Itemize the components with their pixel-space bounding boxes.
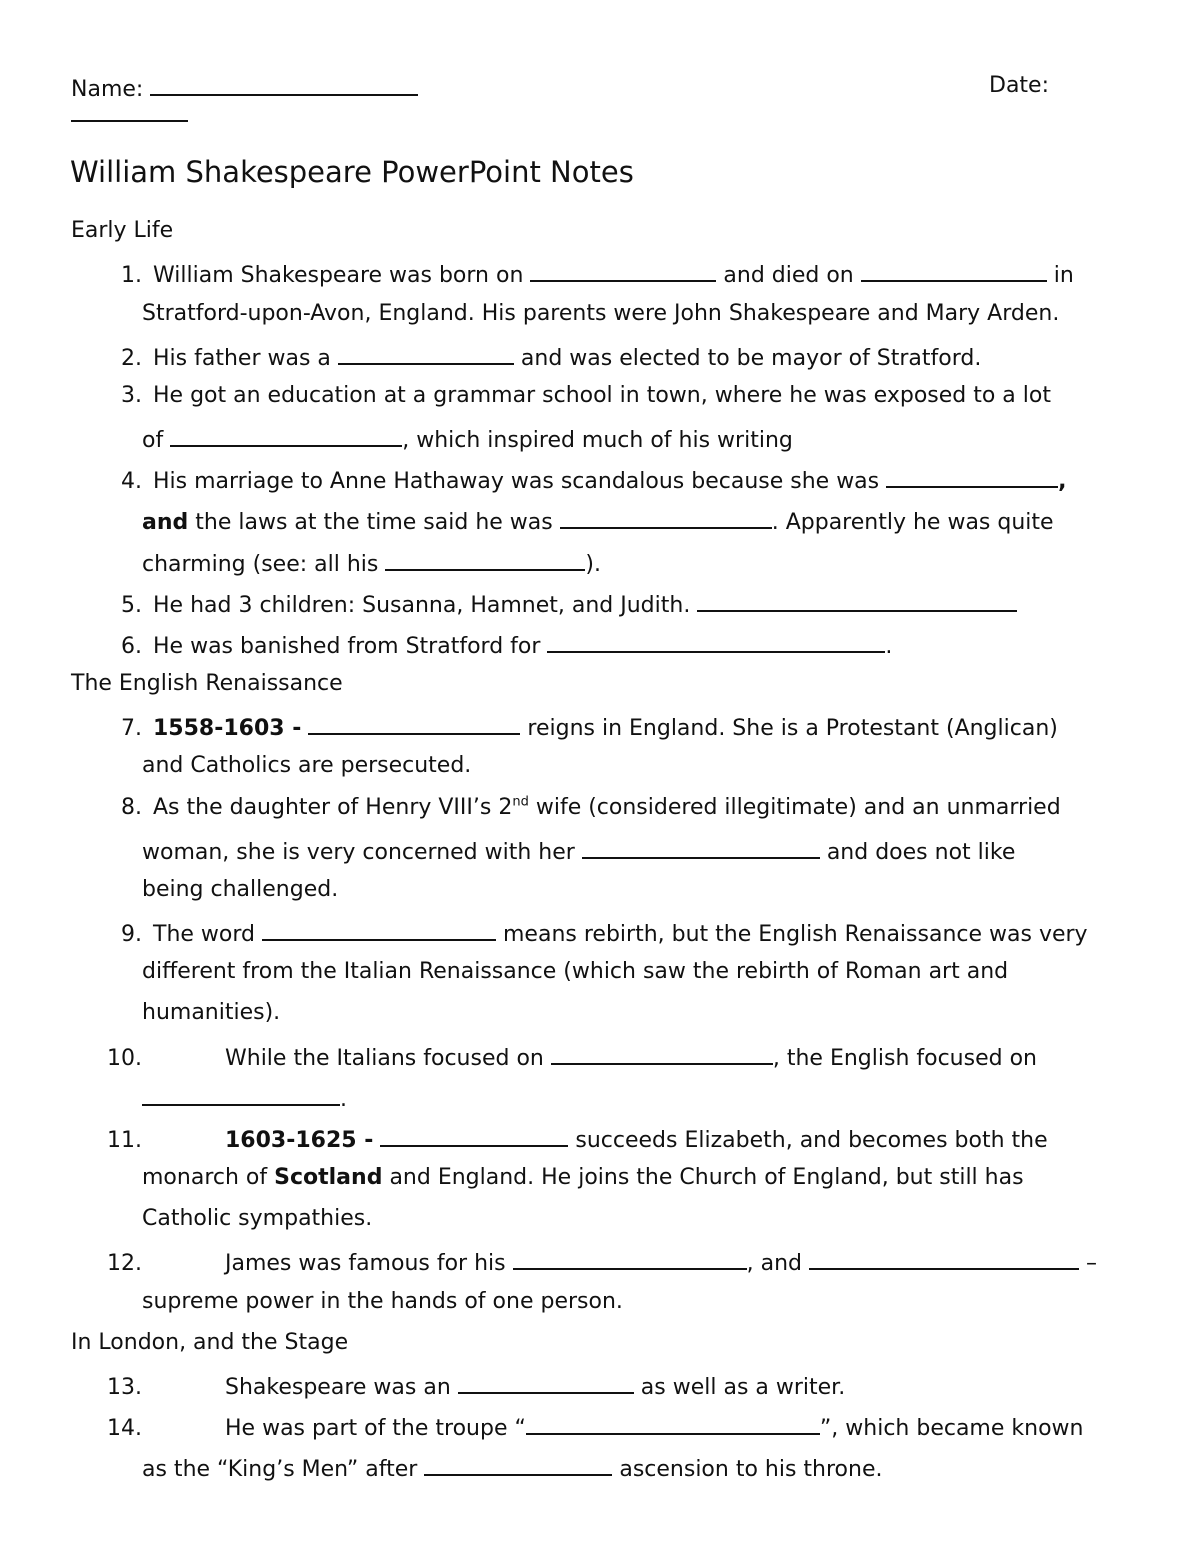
section-heading-london: In London, and the Stage bbox=[71, 1330, 349, 1355]
item-4-cont2 bbox=[142, 547, 601, 579]
item-text: and was elected to be mayor of Stratford. bbox=[520, 346, 982, 371]
item-number: 9. bbox=[121, 922, 142, 947]
item-text: monarch of bbox=[142, 1165, 268, 1190]
item-9-cont: different from the Italian Renaissance (which saw the rebirth of Roman art and bbox=[142, 959, 1009, 984]
item-14-cont bbox=[142, 1452, 882, 1484]
exposure-blank[interactable] bbox=[170, 423, 402, 447]
item-text: , and bbox=[746, 1251, 802, 1276]
item-number: 5. bbox=[121, 593, 142, 618]
item-1 bbox=[106, 258, 1074, 290]
item-11-cont2: Catholic sympathies. bbox=[142, 1206, 373, 1231]
item-7-cont: and Catholics are persecuted. bbox=[142, 753, 472, 778]
section-heading-renaissance: The English Renaissance bbox=[71, 671, 343, 696]
english-focus-blank[interactable] bbox=[142, 1082, 340, 1106]
item-text-bold: 1603-1625 - bbox=[225, 1128, 374, 1153]
item-text: . bbox=[885, 634, 893, 659]
anne-blank[interactable] bbox=[886, 464, 1058, 488]
item-text: He was part of the troupe “ bbox=[225, 1416, 526, 1441]
birth-date-blank[interactable] bbox=[530, 258, 716, 282]
item-text: charming (see: all his bbox=[142, 552, 379, 577]
item-8-cont bbox=[142, 835, 1015, 867]
item-text: reigns in England. She is a Protestant (Anglican) bbox=[527, 716, 1058, 741]
item-text: and does not like bbox=[826, 840, 1016, 865]
law-blank[interactable] bbox=[560, 505, 772, 529]
item-number: 10. bbox=[107, 1046, 142, 1071]
power-blank[interactable] bbox=[809, 1246, 1079, 1270]
concern-blank[interactable] bbox=[582, 835, 820, 859]
item-9-cont2: humanities). bbox=[142, 1000, 281, 1025]
item-number: 6. bbox=[121, 634, 142, 659]
item-text: Shakespeare was an bbox=[225, 1375, 451, 1400]
item-text: ). bbox=[585, 552, 601, 577]
item-text: As the daughter of Henry VIII’s 2 bbox=[153, 795, 513, 820]
item-text: means rebirth, but the English Renaissance was very bbox=[503, 922, 1088, 947]
item-7 bbox=[106, 711, 1058, 743]
famous-blank[interactable] bbox=[513, 1246, 747, 1270]
item-number: 4. bbox=[121, 469, 142, 494]
item-9 bbox=[106, 917, 1088, 949]
children-blank[interactable] bbox=[697, 588, 1017, 612]
item-12-cont: supreme power in the hands of one person. bbox=[142, 1289, 623, 1314]
item-number: 8. bbox=[121, 795, 142, 820]
name-label: Name: bbox=[71, 77, 144, 102]
banished-blank[interactable] bbox=[547, 629, 885, 653]
item-6 bbox=[106, 629, 892, 661]
item-text: the laws at the time said he was bbox=[195, 510, 553, 535]
item-text: He got an education at a grammar school in town, where he was exposed to a lot bbox=[153, 383, 1051, 408]
item-text-bold: and bbox=[142, 510, 189, 535]
item-2 bbox=[106, 341, 981, 373]
item-3-cont bbox=[142, 423, 793, 455]
date-line bbox=[71, 98, 188, 130]
item-text: James was famous for his bbox=[225, 1251, 506, 1276]
father-occupation-blank[interactable] bbox=[338, 341, 514, 365]
item-10-cont bbox=[142, 1082, 347, 1114]
section-heading-early-life: Early Life bbox=[71, 218, 174, 243]
item-number: 13. bbox=[107, 1375, 142, 1400]
item-text: – bbox=[1086, 1251, 1097, 1276]
item-text: ascension to his throne. bbox=[619, 1457, 883, 1482]
item-text: and England. He joins the Church of England, but still has bbox=[389, 1165, 1024, 1190]
death-date-blank[interactable] bbox=[861, 258, 1047, 282]
ascension-blank[interactable] bbox=[424, 1452, 612, 1476]
profession-blank[interactable] bbox=[458, 1370, 634, 1394]
item-14 bbox=[106, 1411, 1083, 1443]
item-text: woman, she is very concerned with her bbox=[142, 840, 575, 865]
item-4-cont bbox=[142, 505, 1054, 537]
item-text: in bbox=[1053, 263, 1074, 288]
item-number: 14. bbox=[107, 1416, 142, 1441]
item-text-bold: Scotland bbox=[274, 1165, 383, 1190]
item-text: . bbox=[340, 1087, 347, 1112]
item-text: of bbox=[142, 428, 164, 453]
name-blank[interactable] bbox=[150, 72, 418, 96]
item-1-cont: Stratford-upon-Avon, England. His parents were John Shakespeare and Mary Arden. bbox=[142, 301, 1060, 326]
item-number: 7. bbox=[121, 716, 142, 741]
item-13 bbox=[106, 1370, 845, 1402]
item-text-bold: 1558-1603 - bbox=[153, 716, 302, 741]
date-blank[interactable] bbox=[71, 98, 188, 122]
item-8 bbox=[106, 794, 1061, 822]
item-text: , bbox=[1058, 469, 1067, 494]
item-11-cont bbox=[142, 1164, 1024, 1192]
item-number: 1. bbox=[121, 263, 142, 288]
item-text: . Apparently he was quite bbox=[771, 510, 1054, 535]
item-11 bbox=[106, 1123, 1048, 1155]
item-8-cont2: being challenged. bbox=[142, 877, 339, 902]
item-text: The word bbox=[153, 922, 255, 947]
item-text: and died on bbox=[723, 263, 854, 288]
item-text: William Shakespeare was born on bbox=[153, 263, 524, 288]
item-text: as the “King’s Men” after bbox=[142, 1457, 418, 1482]
item-text: He had 3 children: Susanna, Hamnet, and Judith. bbox=[153, 593, 691, 618]
italian-focus-blank[interactable] bbox=[551, 1041, 773, 1065]
item-10 bbox=[106, 1041, 1037, 1073]
item-text: His marriage to Anne Hathaway was scandalous because she was bbox=[153, 469, 880, 494]
item-text: wife (considered illegitimate) and an unmarried bbox=[535, 795, 1061, 820]
monarch-blank[interactable] bbox=[308, 711, 520, 735]
page-title: William Shakespeare PowerPoint Notes bbox=[70, 155, 634, 189]
item-text: While the Italians focused on bbox=[225, 1046, 544, 1071]
item-text: as well as a writer. bbox=[640, 1375, 846, 1400]
item-text: He was banished from Stratford for bbox=[153, 634, 541, 659]
date-label: Date: bbox=[989, 73, 1049, 98]
item-number: 11. bbox=[107, 1128, 142, 1153]
troupe-blank[interactable] bbox=[526, 1411, 820, 1435]
item-text: , which inspired much of his writing bbox=[402, 428, 793, 453]
item-number: 12. bbox=[107, 1251, 142, 1276]
item-text: His father was a bbox=[153, 346, 331, 371]
item-text: , the English focused on bbox=[772, 1046, 1037, 1071]
charming-blank[interactable] bbox=[385, 547, 585, 571]
item-12 bbox=[106, 1246, 1097, 1278]
superscript: nd bbox=[512, 794, 529, 810]
rebirth-word-blank[interactable] bbox=[262, 917, 496, 941]
item-number: 3. bbox=[121, 383, 142, 408]
item-text: ”, which became known bbox=[819, 1416, 1084, 1441]
item-4 bbox=[106, 464, 1067, 496]
item-5 bbox=[106, 588, 1017, 620]
item-text: succeeds Elizabeth, and becomes both the bbox=[575, 1128, 1048, 1153]
item-number: 2. bbox=[121, 346, 142, 371]
item-3 bbox=[106, 382, 1051, 410]
successor-blank[interactable] bbox=[380, 1123, 568, 1147]
